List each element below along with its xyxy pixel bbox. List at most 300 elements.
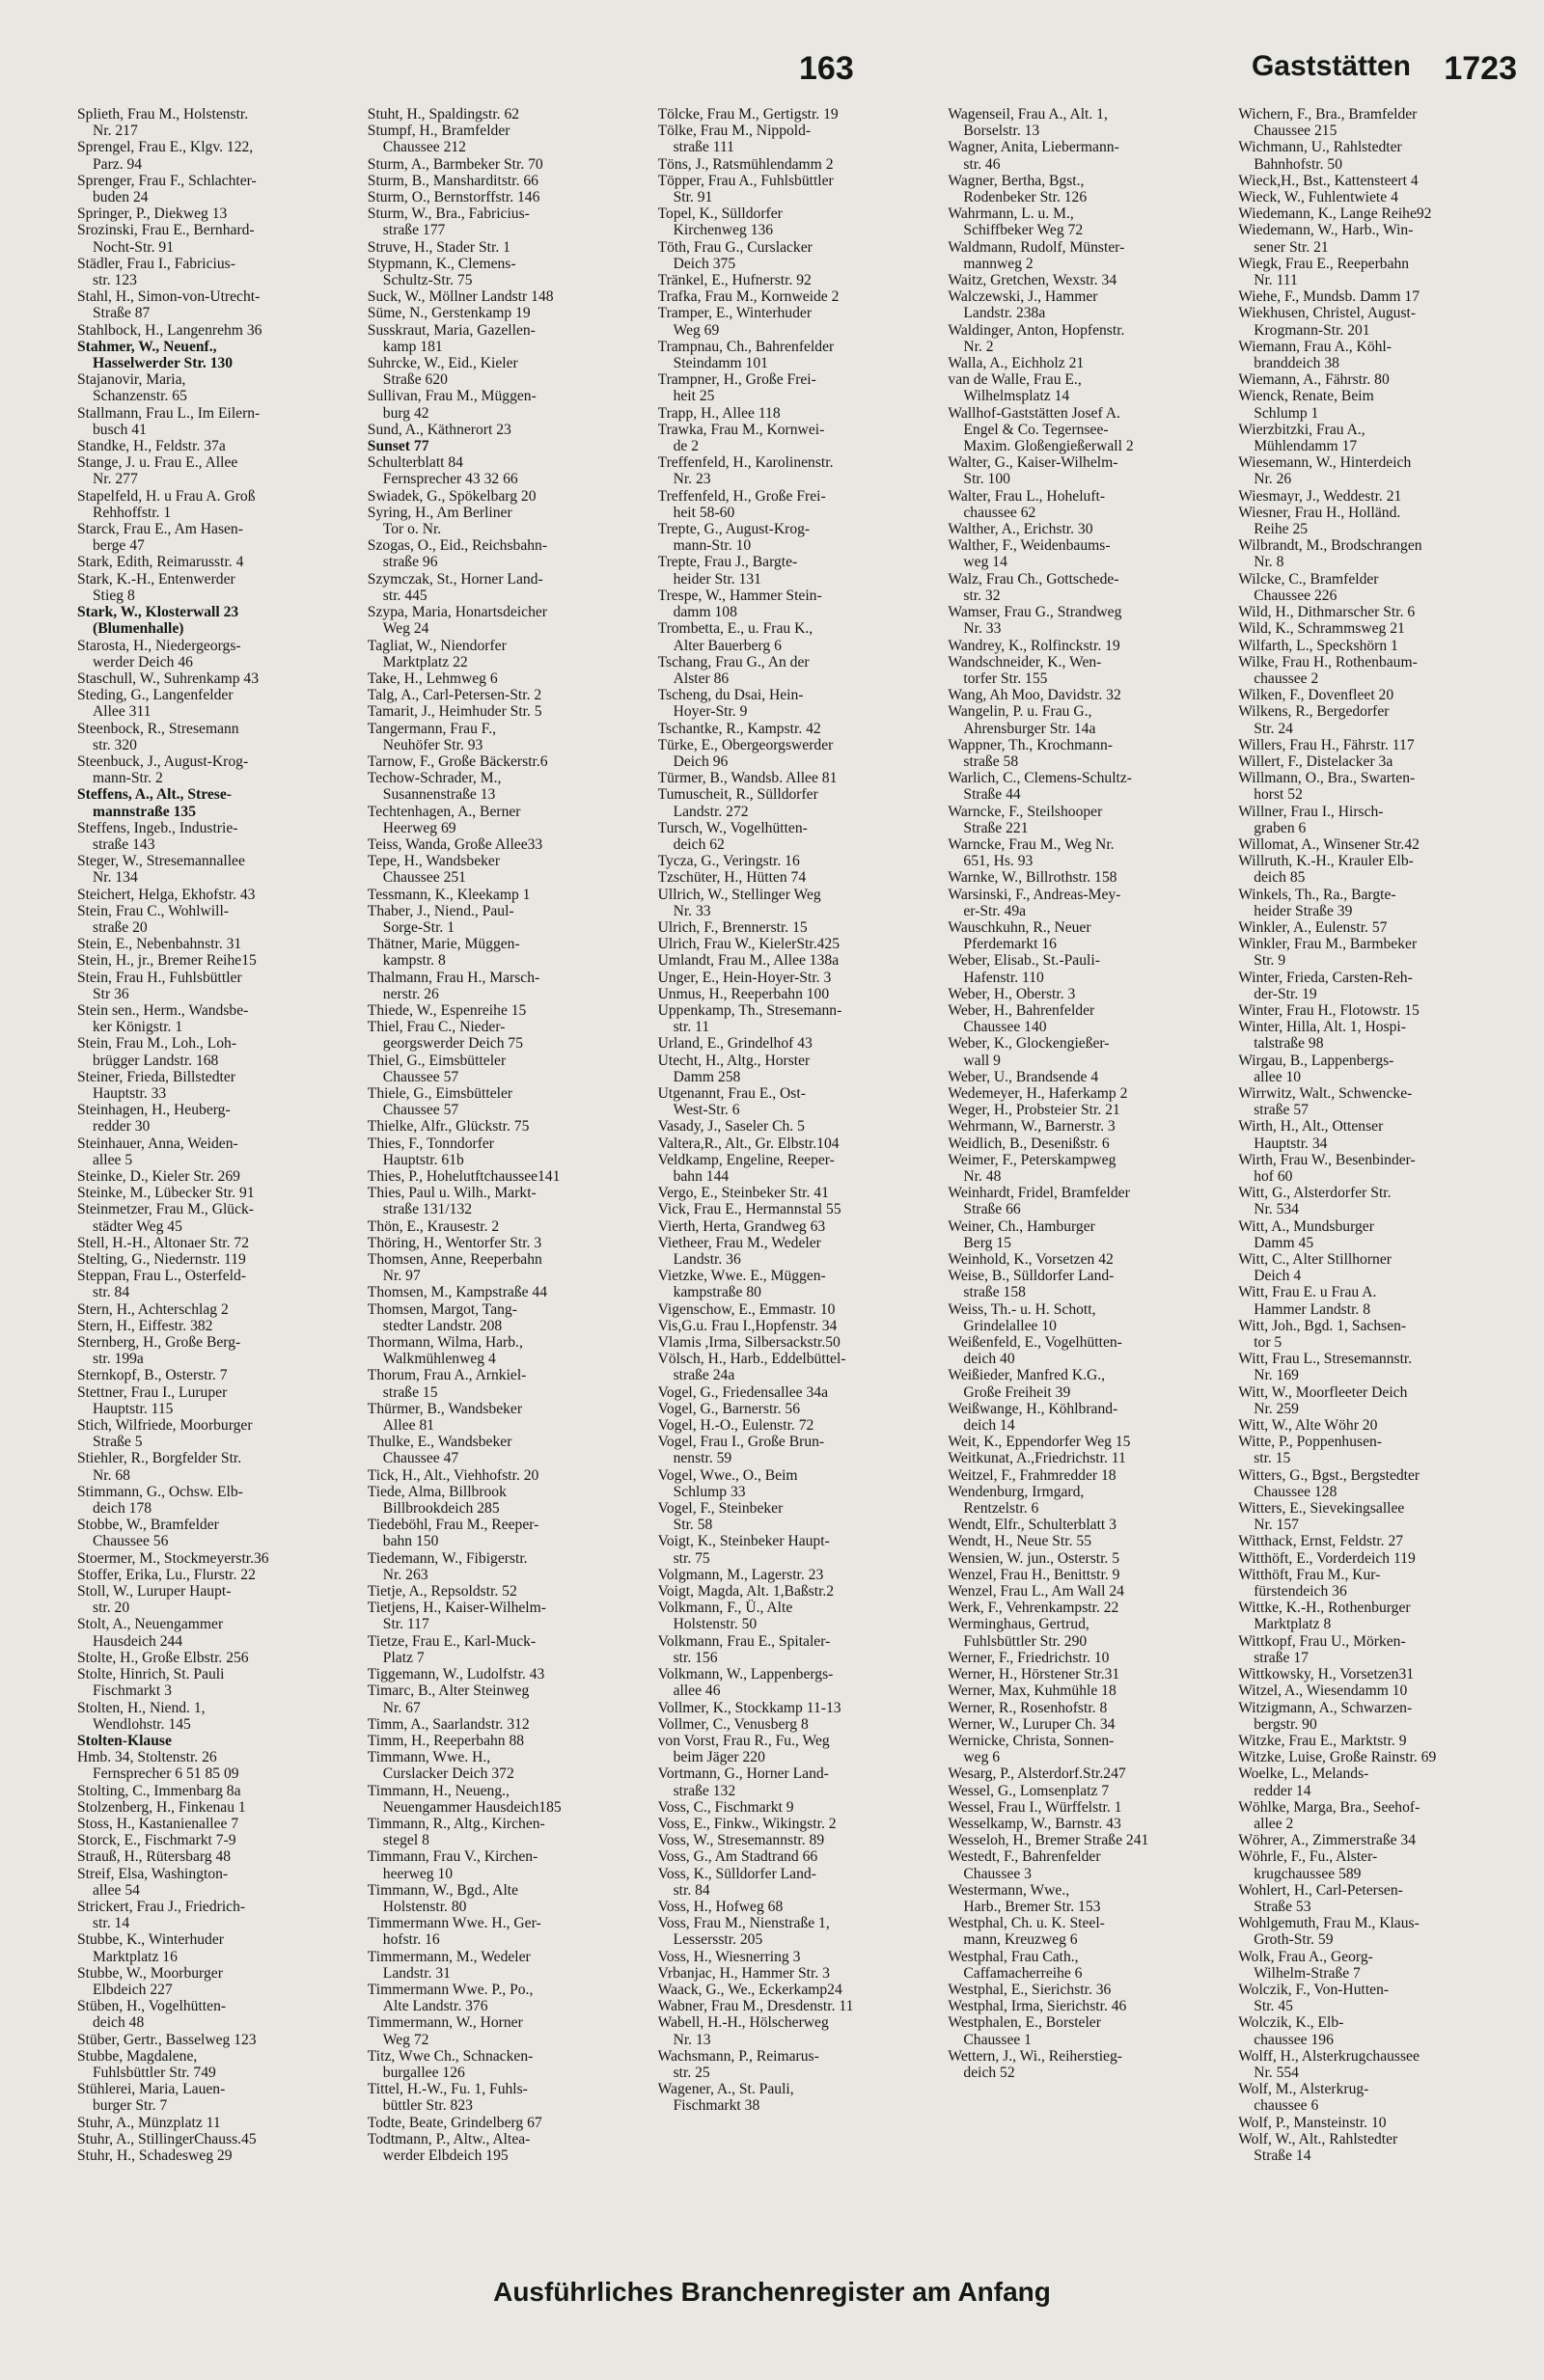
directory-entry: Treffenfeld, H., Große Frei- heit 58-60 <box>657 487 826 521</box>
directory-entry: Stein, Frau H., Fuhlsbüttler Str 36 <box>77 969 242 1002</box>
directory-entry: Weber, K., Glockengießer- wall 9 <box>948 1035 1110 1069</box>
directory-entry: Thorum, Frau A., Arnkiel- straße 15 <box>367 1367 527 1401</box>
directory-entry: Wenzel, Frau L., Am Wall 24 <box>948 1583 1124 1600</box>
directory-entry: Stolte, H., Große Elbstr. 256 <box>77 1649 249 1666</box>
directory-entry: Veldkamp, Engeline, Reeper- bahn 144 <box>657 1151 835 1185</box>
directory-entry: Trapp, H., Allee 118 <box>657 404 781 422</box>
directory-entry: Stein, H., jr., Bremer Reihe15 <box>77 952 257 970</box>
directory-entry: Tränkel, E., Hufnerstr. 92 <box>657 272 812 289</box>
directory-entry: Wöhlke, Marga, Bra., Seehof- allee 2 <box>1238 1798 1420 1832</box>
directory-entry: Willmann, O., Bra., Swarten- horst 52 <box>1238 770 1416 804</box>
directory-entry: Steinhauer, Anna, Weiden- allee 5 <box>77 1135 238 1168</box>
directory-entry: Stüber, Gertr., Basselweg 123 <box>77 2031 257 2048</box>
directory-entry: Stein, Frau M., Loh., Loh- brügger Landstr. 168 <box>77 1035 237 1069</box>
directory-entry: Thies, F., Tonndorfer Hauptstr. 61b <box>367 1135 494 1168</box>
directory-entry: Winter, Frieda, Carsten-Reh- der-Str. 19 <box>1238 969 1413 1002</box>
directory-entry: Westphal, Irma, Sierichstr. 46 <box>948 1998 1127 2015</box>
directory-entry: Wöhrer, A., Zimmerstraße 34 <box>1238 1832 1417 1849</box>
directory-entry: Tiede, Alma, Billbrook Billbrookdeich 285 <box>367 1483 507 1518</box>
directory-entry: Sund, A., Käthnerort 23 <box>367 421 511 438</box>
directory-entry: Weißenfeld, E., Vogelhütten- deich 40 <box>948 1334 1122 1368</box>
directory-entry: Ulrich, Frau W., KielerStr.425 <box>657 936 840 953</box>
directory-entry: Wesselkamp, W., Barnstr. 43 <box>948 1815 1121 1832</box>
directory-entry: Wiegk, Frau E., Reeperbahn Nr. 111 <box>1238 255 1410 289</box>
directory-entry: Strauß, H., Rütersbarg 48 <box>77 1848 232 1866</box>
directory-entry: Voss, H., Wiesnerring 3 <box>657 1948 801 1965</box>
directory-entry: Sturm, O., Bernstorffstr. 146 <box>367 189 540 206</box>
directory-entry: Trombetta, E., u. Frau K., Alter Bauerberg 6 <box>657 620 813 654</box>
directory-entry: Wirrwitz, Walt., Schwencke- straße 57 <box>1238 1084 1413 1119</box>
directory-entry: Warnke, W., Billrothstr. 158 <box>948 869 1117 887</box>
directory-entry: Witthöft, E., Vorderdeich 119 <box>1238 1549 1416 1567</box>
directory-entry: Willert, F., Distelacker 3a <box>1238 752 1393 770</box>
directory-entry: Wiehe, F., Mundsb. Damm 17 <box>1238 288 1420 306</box>
directory-entry: Steinke, M., Lübecker Str. 91 <box>77 1185 255 1202</box>
directory-entry: Timm, A., Saarlandstr. 312 <box>367 1715 530 1733</box>
directory-entry: Weber, Elisab., St.-Pauli- Hafenstr. 110 <box>948 952 1100 986</box>
directory-entry: Vogel, Frau I., Große Brun- nenstr. 59 <box>657 1434 825 1467</box>
directory-entry: Wittke, K.-H., Rothenburger Marktplatz 8 <box>1238 1600 1411 1633</box>
listing-column <box>658 106 937 2315</box>
directory-entry: Steiner, Frieda, Billstedter Hauptstr. 33 <box>77 1068 235 1102</box>
directory-entry: Witzke, Luise, Große Rainstr. 69 <box>1238 1749 1437 1766</box>
directory-entry: Wendenburg, Irmgard, Rentzelstr. 6 <box>948 1483 1085 1518</box>
directory-entry: Wolf, M., Alsterkrug- chaussee 6 <box>1238 2081 1369 2115</box>
directory-entry: Sternberg, H., Große Berg- str. 199a <box>77 1334 241 1368</box>
directory-entry: Tietjens, H., Kaiser-Wilhelm- Str. 117 <box>367 1600 546 1633</box>
directory-entry: Sullivan, Frau M., Müggen- burg 42 <box>367 388 537 422</box>
directory-entry: Thies, P., Hohelutftchaussee141 <box>367 1168 561 1185</box>
directory-entry: Stark, K.-H., Entenwerder Stieg 8 <box>77 570 235 604</box>
directory-entry: Werner, H., Hörstener Str.31 <box>948 1666 1120 1683</box>
directory-entry: Szymczak, St., Horner Land- str. 445 <box>367 570 543 604</box>
directory-entry: Sprengel, Frau E., Klgv. 122, Parz. 94 <box>77 139 254 173</box>
directory-entry: Walter, G., Kaiser-Wilhelm- Str. 100 <box>948 454 1118 488</box>
directory-entry: Süme, N., Gerstenkamp 19 <box>367 305 531 322</box>
directory-entry: Wiesner, Frau H., Holländ. Reihe 25 <box>1238 504 1401 538</box>
directory-entry: Wild, H., Dithmarscher Str. 6 <box>1238 604 1416 621</box>
directory-entry: Warsinski, F., Andreas-Mey- er-Str. 49a <box>948 886 1121 919</box>
directory-entry: Winter, Frau H., Flotowstr. 15 <box>1238 1001 1420 1019</box>
directory-entry: Vogel, H.-O., Eulenstr. 72 <box>657 1417 814 1435</box>
directory-entry: Vrbanjac, H., Hammer Str. 3 <box>657 1964 830 1982</box>
directory-entry: Töns, J., Ratsmühlendamm 2 <box>657 155 834 173</box>
directory-entry: Wilcke, C., Bramfelder Chaussee 226 <box>1238 570 1379 604</box>
directory-entry: Wettern, J., Wi., Reiherstieg- deich 52 <box>948 2047 1122 2081</box>
directory-entry: Wiesemann, W., Hinterdeich Nr. 26 <box>1238 454 1412 488</box>
directory-entry: Strickert, Frau J., Friedrich- str. 14 <box>77 1898 246 1932</box>
directory-entry: Weise, B., Sülldorfer Land- straße 158 <box>948 1268 1115 1301</box>
directory-entry: Steenbock, R., Stresemann str. 320 <box>77 720 239 753</box>
directory-entry: Tietje, A., Repsoldstr. 52 <box>367 1583 517 1600</box>
directory-entry: Stettner, Frau I., Luruper Hauptstr. 115 <box>77 1383 228 1417</box>
directory-entry: Wolk, Frau A., Georg- Wilhelm-Straße 7 <box>1238 1948 1373 1982</box>
directory-entry: Westphal, Frau Cath., Caffamacherreihe 6 <box>948 1948 1083 1982</box>
directory-entry: von Vorst, Frau R., Fu., Weg beim Jäger 220 <box>657 1732 830 1766</box>
directory-entry: Stern, H., Achterschlag 2 <box>77 1300 229 1318</box>
directory-entry: Stuht, H., Spaldingstr. 62 <box>367 106 520 123</box>
directory-entry: Weidlich, B., Desenißstr. 6 <box>948 1135 1110 1152</box>
directory-entry: Werner, W., Luruper Ch. 34 <box>948 1715 1116 1733</box>
directory-entry: Wieck, W., Fuhlentwiete 4 <box>1238 189 1398 206</box>
directory-entry: Wirgau, B., Lappenbergs- allee 10 <box>1238 1052 1394 1085</box>
directory-entry: Stubbe, K., Winterhuder Marktplatz 16 <box>77 1931 224 1965</box>
directory-entry: Steinmetzer, Frau M., Glück- städter Weg 45 <box>77 1201 254 1235</box>
directory-entry: Syring, H., Am Berliner Tor o. Nr. <box>367 504 512 538</box>
directory-entry: Voigt, Magda, Alt. 1,Baßstr.2 <box>657 1583 835 1600</box>
directory-entry: Tamarit, J., Heimhuder Str. 5 <box>367 703 542 721</box>
directory-entry: Wittkowsky, H., Vorsetzen31 <box>1238 1666 1415 1683</box>
directory-entry: Unger, E., Hein-Hoyer-Str. 3 <box>657 969 832 986</box>
directory-entry: Stell, H.-H., Altonaer Str. 72 <box>77 1234 250 1251</box>
directory-entry: Wabner, Frau M., Dresdenstr. 11 <box>657 1998 854 2015</box>
directory-entry: Weißwange, H., Köhlbrand- deich 14 <box>948 1400 1118 1435</box>
directory-entry: Witt, W., Moorfleeter Deich Nr. 259 <box>1238 1383 1408 1417</box>
section-title: Gaststätten <box>1251 50 1411 82</box>
directory-entry: Thulke, E., Wandsbeker Chaussee 47 <box>367 1434 512 1467</box>
directory-entry: Witt, A., Mundsburger Damm 45 <box>1238 1217 1374 1251</box>
directory-entry: Wernicke, Christa, Sonnen- weg 6 <box>948 1732 1115 1766</box>
directory-entry: Wolczik, K., Elb- chaussee 196 <box>1238 2014 1344 2048</box>
directory-entry: Willruth, K.-H., Krauler Elb- deich 85 <box>1238 853 1414 887</box>
directory-entry: Waldmann, Rudolf, Münster- mannweg 2 <box>948 238 1125 272</box>
directory-entry: Stark, W., Klosterwall 23 (Blumenhalle) <box>77 604 239 638</box>
directory-entry: Volgmann, M., Lagerstr. 23 <box>657 1566 824 1583</box>
directory-entry: Witthöft, Frau M., Kur- fürstendeich 36 <box>1238 1566 1381 1600</box>
directory-entry: Timmermann, M., Wedeler Landstr. 31 <box>367 1948 531 1982</box>
directory-entry: Stange, J. u. Frau E., Allee Nr. 277 <box>77 454 238 488</box>
directory-entry: Wendt, H., Neue Str. 55 <box>948 1533 1091 1550</box>
directory-entry: Stüben, H., Vogelhütten- deich 48 <box>77 1998 227 2032</box>
directory-entry: Weitzel, F., Frahmredder 18 <box>948 1466 1117 1484</box>
directory-entry: Wagner, Anita, Liebermann- str. 46 <box>948 139 1119 173</box>
directory-entry: Tick, H., Alt., Viehhofstr. 20 <box>367 1466 539 1484</box>
directory-page-number: 1723 <box>1444 50 1517 87</box>
directory-entry: Srozinski, Frau E., Bernhard- Nocht-Str. 91 <box>77 222 255 256</box>
directory-entry: Timmann, R., Altg., Kirchen- stegel 8 <box>367 1815 545 1849</box>
directory-entry: Wiedemann, W., Harb., Win- sener Str. 21 <box>1238 222 1414 256</box>
directory-entry: Stypmann, K., Clemens- Schultz-Str. 75 <box>367 255 516 289</box>
listing-column <box>77 106 356 2315</box>
directory-entry: Stapelfeld, H. u Frau A. Groß Rehhoffstr. 1 <box>77 487 256 521</box>
directory-entry: Stubbe, W., Moorburger Elbdeich 227 <box>77 1964 223 1998</box>
directory-entry: Witt, Joh., Bgd. 1, Sachsen- tor 5 <box>1238 1317 1407 1352</box>
directory-entry: Wiemann, Frau A., Köhl- branddeich 38 <box>1238 338 1392 372</box>
directory-entry: Talg, A., Carl-Petersen-Str. 2 <box>367 687 542 704</box>
directory-entry: Westphal, E., Sierichstr. 36 <box>948 1981 1112 1998</box>
directory-entry: Urland, E., Grindelhof 43 <box>657 1035 813 1053</box>
directory-entry: Stelting, G., Niedernstr. 119 <box>77 1251 246 1269</box>
directory-entry: Wiekhusen, Christel, August- Krogmann-Str. 201 <box>1238 305 1417 339</box>
directory-entry: Stubbe, Magdalene, Fuhlsbüttler Str. 749 <box>77 2047 216 2081</box>
directory-entry: Vogel, F., Steinbeker Str. 58 <box>657 1500 784 1534</box>
directory-entry: Wahrmann, L. u. M., Schiffbeker Weg 72 <box>948 205 1084 239</box>
directory-entry: Wabell, H.-H., Hölscherweg Nr. 13 <box>657 2014 829 2048</box>
directory-entry: Tursch, W., Vogelhütten- deich 62 <box>657 819 808 853</box>
directory-entry: Wagener, A., St. Pauli, Fischmarkt 38 <box>657 2081 794 2115</box>
directory-entry: Vietheer, Frau M., Wedeler Landstr. 36 <box>657 1234 821 1269</box>
directory-entry: Stumpf, H., Bramfelder Chaussee 212 <box>367 123 510 156</box>
directory-entry: Stolten-Klause <box>77 1732 172 1749</box>
directory-entry: Wild, K., Schrammsweg 21 <box>1238 620 1405 638</box>
directory-entry: van de Walle, Frau E., Wilhelmsplatz 14 <box>948 371 1082 405</box>
directory-entry: Thätner, Marie, Müggen- kampstr. 8 <box>367 936 520 970</box>
directory-entry: Thies, Paul u. Wilh., Markt- straße 131/132 <box>367 1185 537 1218</box>
directory-entry: Steinhagen, H., Heuberg- redder 30 <box>77 1102 231 1135</box>
directory-entry: Sturm, B., Mansharditstr. 66 <box>367 172 538 189</box>
page-footer: Ausführliches Branchenregister am Anfang <box>493 2277 1051 2307</box>
directory-entry: Wittkopf, Frau U., Mörken- straße 17 <box>1238 1632 1406 1666</box>
directory-entry: Wagner, Bertha, Bgst., Rodenbeker Str. 126 <box>948 172 1088 206</box>
directory-entry: Timmann, H., Neueng., Neuengammer Hausdeich185 <box>367 1782 562 1816</box>
directory-entry: Witzigmann, A., Schwarzen- bergstr. 90 <box>1238 1699 1413 1733</box>
listing-column <box>1238 106 1517 2315</box>
directory-entry: Witt, W., Alte Wöhr 20 <box>1238 1417 1378 1435</box>
directory-entry: Wilkens, R., Bergedorfer Str. 24 <box>1238 703 1390 737</box>
directory-entry: Weber, H., Oberstr. 3 <box>948 985 1076 1002</box>
directory-entry: Trawka, Frau M., Kornwei- de 2 <box>657 421 825 455</box>
directory-entry: Wirth, Frau W., Besenbinder- hof 60 <box>1238 1151 1416 1185</box>
directory-entry: Thomsen, M., Kampstraße 44 <box>367 1284 548 1301</box>
page-header <box>77 50 1517 106</box>
directory-entry: Wichern, F., Bra., Bramfelder Chaussee 215 <box>1238 106 1418 140</box>
directory-entry: Wamser, Frau G., Strandweg Nr. 33 <box>948 604 1122 638</box>
directory-entry: Stahlbock, H., Langenrehm 36 <box>77 321 262 339</box>
directory-entry: Wohlgemuth, Frau M., Klaus- Groth-Str. 59 <box>1238 1915 1420 1949</box>
directory-entry: Splieth, Frau M., Holstenstr. Nr. 217 <box>77 106 249 140</box>
directory-entry: Tölcke, Frau M., Gertigstr. 19 <box>657 106 839 123</box>
directory-entry: Stoss, H., Kastanienallee 7 <box>77 1815 239 1832</box>
directory-entry: Wilke, Frau H., Rothenbaum- chaussee 2 <box>1238 653 1418 687</box>
directory-entry: Staschull, W., Suhrenkamp 43 <box>77 670 259 687</box>
directory-entry: Todte, Beate, Grindelberg 67 <box>367 2114 542 2131</box>
directory-entry: Wensien, W. jun., Osterstr. 5 <box>948 1549 1120 1567</box>
directory-entry: Wang, Ah Moo, Davidstr. 32 <box>948 687 1121 704</box>
directory-entry: Willomat, A., Winsener Str.42 <box>1238 835 1420 853</box>
directory-entry: Woelke, L., Melands- redder 14 <box>1238 1765 1369 1799</box>
directory-entry: Wedemeyer, H., Haferkamp 2 <box>948 1084 1128 1102</box>
directory-entry: Steichert, Helga, Ekhofstr. 43 <box>77 886 256 903</box>
directory-entry: Vogel, G., Barnerstr. 56 <box>657 1400 800 1417</box>
directory-entry: Voss, E., Finkw., Wikingstr. 2 <box>657 1815 837 1832</box>
directory-entry: Wangelin, P. u. Frau G., Ahrensburger Str. 14a <box>948 703 1096 737</box>
directory-entry: Walter, Frau L., Hoheluft- chaussee 62 <box>948 487 1106 521</box>
directory-entry: Topel, K., Sülldorfer Kirchenweg 136 <box>657 205 783 239</box>
directory-entry: Tumuscheit, R., Sülldorfer Landstr. 272 <box>657 786 818 820</box>
directory-entry: Vick, Frau E., Hermannstal 55 <box>657 1201 841 1218</box>
directory-entry: Wichmann, U., Rahlstedter Bahnhofstr. 50 <box>1238 139 1402 173</box>
directory-entry: Steppan, Frau L., Osterfeld- str. 84 <box>77 1268 246 1301</box>
directory-entry: Suck, W., Möllner Landstr 148 <box>367 288 554 306</box>
directory-entry: Thürmer, B., Wandsbeker Allee 81 <box>367 1400 523 1435</box>
directory-entry: Voss, K., Sülldorfer Land- str. 84 <box>657 1865 816 1899</box>
listing-column <box>948 106 1227 2315</box>
directory-entry: Tscheng, du Dsai, Hein- Hoyer-Str. 9 <box>657 687 804 721</box>
directory-entry: Stoll, W., Luruper Haupt- str. 20 <box>77 1583 232 1617</box>
directory-entry: Städler, Frau I., Fabricius- str. 123 <box>77 255 235 289</box>
directory-entry: Thiede, W., Espenreihe 15 <box>367 1001 527 1019</box>
directory-entry: Tycza, G., Veringstr. 16 <box>657 853 800 870</box>
directory-entry: Voss, G., Am Stadtrand 66 <box>657 1848 818 1866</box>
directory-entry: Trepte, Frau J., Bargte- heider Str. 131 <box>657 554 798 588</box>
directory-entry: Stolzenberg, H., Finkenau 1 <box>77 1798 246 1816</box>
directory-entry: Wessel, G., Lomsenplatz 7 <box>948 1782 1110 1799</box>
directory-entry: Streif, Elsa, Washington- allee 54 <box>77 1865 229 1899</box>
directory-entry: Warlich, C., Clemens-Schultz- Straße 44 <box>948 770 1132 804</box>
directory-entry: Utecht, H., Altg., Horster Damm 258 <box>657 1052 811 1085</box>
directory-entry: Steinke, D., Kieler Str. 269 <box>77 1168 240 1185</box>
directory-entry: Tiedeböhl, Frau M., Reeper- bahn 150 <box>367 1517 539 1550</box>
directory-entry: Tessmann, K., Kleekamp 1 <box>367 886 531 903</box>
directory-entry: Wendt, Elfr., Schulterblatt 3 <box>948 1517 1117 1534</box>
directory-entry: Starosta, H., Niedergeorgs- werder Deich 46 <box>77 637 241 670</box>
directory-entry: Wolczik, F., Von-Hutten- Str. 45 <box>1238 1981 1390 2015</box>
directory-entry: Wilfarth, L., Speckshörn 1 <box>1238 637 1398 654</box>
directory-entry: Wieck,H., Bst., Kattensteert 4 <box>1238 172 1419 189</box>
directory-entry: Weitkunat, A.,Friedrichstr. 11 <box>948 1450 1126 1467</box>
directory-entry: Tschang, Frau G., An der Alster 86 <box>657 653 810 687</box>
directory-entry: Szypa, Maria, Honartsdeicher Weg 24 <box>367 604 547 638</box>
directory-entry: Walz, Frau Ch., Gottschede- str. 32 <box>948 570 1119 604</box>
directory-entry: Warncke, F., Steilshooper Straße 221 <box>948 803 1103 836</box>
directory-entry: Treffenfeld, H., Karolinenstr. Nr. 23 <box>657 454 834 488</box>
listing-columns <box>77 106 1517 2315</box>
directory-entry: Thomsen, Anne, Reeperbahn Nr. 97 <box>367 1251 542 1285</box>
directory-entry: Werk, F., Vehrenkampstr. 22 <box>948 1600 1119 1617</box>
directory-entry: Weber, H., Bahrenfelder Chaussee 140 <box>948 1001 1095 1036</box>
directory-entry: Weißieder, Manfred K.G., Große Freiheit 39 <box>948 1367 1106 1401</box>
directory-entry: Voigt, K., Steinbeker Haupt- str. 75 <box>657 1533 830 1567</box>
directory-entry: Unmus, H., Reeperbahn 100 <box>657 985 830 1002</box>
directory-entry: Trafka, Frau M., Kornweide 2 <box>657 288 840 306</box>
directory-entry: Stern, H., Eiffestr. 382 <box>77 1317 213 1334</box>
directory-entry: Wiedemann, K., Lange Reihe92 <box>1238 205 1432 223</box>
directory-entry: Voss, H., Hofweg 68 <box>657 1898 784 1915</box>
directory-entry: Trampnau, Ch., Bahrenfelder Steindamm 101 <box>657 338 835 372</box>
directory-entry: Stein, Frau C., Wohlwill- straße 20 <box>77 902 229 936</box>
directory-entry: Timmann, Wwe. H., Curslacker Deich 372 <box>367 1749 514 1783</box>
directory-entry: Wolf, W., Alt., Rahlstedter Straße 14 <box>1238 2130 1398 2164</box>
directory-entry: Stühlerei, Maria, Lauen- burger Str. 7 <box>77 2081 226 2115</box>
directory-entry: Vasady, J., Saseler Ch. 5 <box>657 1118 805 1135</box>
directory-entry: Volkmann, W., Lappenbergs- allee 46 <box>657 1666 834 1700</box>
directory-entry: Tschantke, R., Kampstr. 42 <box>657 720 821 737</box>
directory-entry: Tzschüter, H., Hütten 74 <box>657 869 807 887</box>
directory-entry: Volkmann, F., Ü., Alte Holstenstr. 50 <box>657 1600 793 1633</box>
directory-entry: Winkler, A., Eulenstr. 57 <box>1238 918 1388 936</box>
directory-entry: Ulrich, F., Brennerstr. 15 <box>657 918 808 936</box>
directory-entry: Techtenhagen, A., Berner Heerweg 69 <box>367 803 521 836</box>
directory-entry: Stolte, Hinrich, St. Pauli Fischmarkt 3 <box>77 1666 225 1700</box>
directory-entry: Tangermann, Frau F., Neuhöfer Str. 93 <box>367 720 497 753</box>
directory-entry: Waitz, Gretchen, Wexstr. 34 <box>948 272 1117 289</box>
directory-entry: Wandschneider, K., Wen- torfer Str. 155 <box>948 653 1102 687</box>
directory-entry: Tiggemann, W., Ludolfstr. 43 <box>367 1666 545 1683</box>
directory-entry: Völsch, H., Harb., Eddelbüttel- straße 24a <box>657 1351 846 1384</box>
directory-entry: Witt, C., Alter Stillhorner Deich 4 <box>1238 1251 1392 1285</box>
directory-entry: Standke, H., Feldstr. 37a <box>77 438 226 455</box>
directory-entry: Vlamis ,Irma, Silbersackstr.50 <box>657 1334 841 1352</box>
directory-entry: Stobbe, W., Bramfelder Chaussee 56 <box>77 1517 219 1550</box>
directory-entry: Timmermann Wwe. P., Po., Alte Landstr. 376 <box>367 1981 534 2015</box>
directory-entry: Waldinger, Anton, Hopfenstr. Nr. 2 <box>948 321 1125 355</box>
directory-entry: Thomsen, Margot, Tang- stedter Landstr. 208 <box>367 1300 517 1334</box>
directory-entry: Vollmer, C., Venusberg 8 <box>657 1715 809 1733</box>
directory-entry: Stich, Wilfriede, Moorburger Straße 5 <box>77 1417 253 1451</box>
directory-entry: Vogel, Wwe., O., Beim Schlump 33 <box>657 1466 798 1500</box>
directory-entry: Vollmer, K., Stockkamp 11-13 <box>657 1699 841 1716</box>
directory-entry: Timarc, B., Alter Steinweg Nr. 67 <box>367 1682 530 1716</box>
directory-entry: Stajanovir, Maria, Schanzenstr. 65 <box>77 371 187 405</box>
directory-entry: Timm, H., Reeperbahn 88 <box>367 1732 525 1749</box>
directory-entry: Wesseloh, H., Bremer Straße 241 <box>948 1832 1149 1849</box>
directory-entry: Walther, F., Weidenbaums- weg 14 <box>948 537 1111 571</box>
directory-entry: Vortmann, G., Horner Land- straße 132 <box>657 1765 829 1799</box>
directory-entry: Wolf, P., Mansteinstr. 10 <box>1238 2114 1387 2131</box>
directory-entry: Take, H., Lehmweg 6 <box>367 670 498 687</box>
directory-entry: Timmermann Wwe. H., Ger- hofstr. 16 <box>367 1915 541 1949</box>
directory-entry: Weinhardt, Fridel, Bramfelder Straße 66 <box>948 1185 1130 1218</box>
directory-entry: Witzke, Frau E., Marktstr. 9 <box>1238 1732 1407 1749</box>
directory-entry: Wolff, H., Alsterkrugchaussee Nr. 554 <box>1238 2047 1420 2081</box>
directory-entry: Tagliat, W., Niendorfer Marktplatz 22 <box>367 637 507 670</box>
directory-entry: Thaber, J., Niend., Paul- Sorge-Str. 1 <box>367 902 514 936</box>
directory-entry: Stoffer, Erika, Lu., Flurstr. 22 <box>77 1566 256 1583</box>
directory-entry: Winter, Hilla, Alt. 1, Hospi- talstraße 98 <box>1238 1019 1406 1053</box>
directory-entry: Sturm, W., Bra., Fabricius- straße 177 <box>367 205 530 239</box>
directory-entry: Teiss, Wanda, Große Allee33 <box>367 835 543 853</box>
directory-entry: Springer, P., Diekweg 13 <box>77 205 228 223</box>
directory-entry: Witt, Frau L., Stresemannstr. Nr. 169 <box>1238 1351 1413 1384</box>
directory-entry: Westphal, Ch. u. K. Steel- mann, Kreuzweg 6 <box>948 1915 1105 1949</box>
directory-entry: Wohlert, H., Carl-Petersen- Straße 53 <box>1238 1881 1403 1915</box>
directory-entry: Weimer, F., Peterskampweg Nr. 48 <box>948 1151 1117 1185</box>
directory-entry: Wilbrandt, M., Brodschrangen Nr. 8 <box>1238 537 1422 571</box>
directory-entry: Stolten, H., Niend. 1, Wendlohstr. 145 <box>77 1699 206 1733</box>
directory-entry: Tepe, H., Wandsbeker Chaussee 251 <box>367 853 501 887</box>
directory-entry: Tölke, Frau M., Nippold- straße 111 <box>657 123 812 156</box>
directory-entry: Stahl, H., Simon-von-Utrecht- Straße 87 <box>77 288 261 322</box>
directory-entry: Vis,G.u. Frau I.,Hopfenstr. 34 <box>657 1317 838 1334</box>
directory-entry: Witt, G., Alsterdorfer Str. Nr. 534 <box>1238 1185 1392 1218</box>
directory-entry: Witzel, A., Wiesendamm 10 <box>1238 1682 1408 1700</box>
directory-entry: Vietzke, Wwe. E., Müggen- kampstraße 80 <box>657 1268 826 1301</box>
directory-entry: Stallmann, Frau L., Im Eilern- busch 41 <box>77 404 261 438</box>
directory-entry: Werner, F., Friedrichstr. 10 <box>948 1649 1110 1666</box>
directory-entry: Voss, C., Fischmarkt 9 <box>657 1798 794 1816</box>
directory-entry: Suhrcke, W., Eid., Kieler Straße 620 <box>367 355 518 389</box>
directory-entry: Timmann, W., Bgd., Alte Holstenstr. 80 <box>367 1881 519 1915</box>
directory-entry: Voss, Frau M., Nienstraße 1, Lessersstr. 205 <box>657 1915 830 1949</box>
directory-entry: Wappner, Th., Krochmann- straße 58 <box>948 736 1113 770</box>
directory-entry: Töpper, Frau A., Fuhlsbüttler Str. 91 <box>657 172 834 206</box>
directory-entry: Valtera,R., Alt., Gr. Elbstr.104 <box>657 1135 840 1152</box>
directory-entry: Wallhof-Gaststätten Josef A. Engel & Co. Tegernsee- Maxim. Gloßengießerwall 2 <box>948 404 1134 455</box>
directory-entry: Westermann, Wwe., Harb., Bremer Str. 153 <box>948 1881 1101 1915</box>
directory-entry: Weber, U., Brandsende 4 <box>948 1068 1099 1085</box>
directory-entry: Sprenger, Frau F., Schlachter- buden 24 <box>77 172 257 206</box>
directory-entry: Walther, A., Erichstr. 30 <box>948 521 1093 538</box>
directory-entry: Voss, W., Stresemannstr. 89 <box>657 1832 825 1849</box>
directory-entry: Todtmann, P., Altw., Altea- werder Elbdeich 195 <box>367 2130 531 2164</box>
directory-entry: Weiss, Th.- u. H. Schott, Grindelallee 10 <box>948 1300 1096 1334</box>
directory-entry: Starck, Frau E., Am Hasen- berge 47 <box>77 521 243 555</box>
directory-entry: Warncke, Frau M., Weg Nr. 651, Hs. 93 <box>948 835 1115 870</box>
directory-entry: Sunset 77 <box>367 438 429 455</box>
directory-entry: Wagenseil, Frau A., Alt. 1, Borselstr. 13 <box>948 106 1108 140</box>
directory-entry: Wierzbitzki, Frau A., Mühlendamm 17 <box>1238 421 1365 455</box>
directory-entry: Hmb. 34, Stoltenstr. 26 Fernsprecher 6 51 85 09 <box>77 1749 239 1783</box>
